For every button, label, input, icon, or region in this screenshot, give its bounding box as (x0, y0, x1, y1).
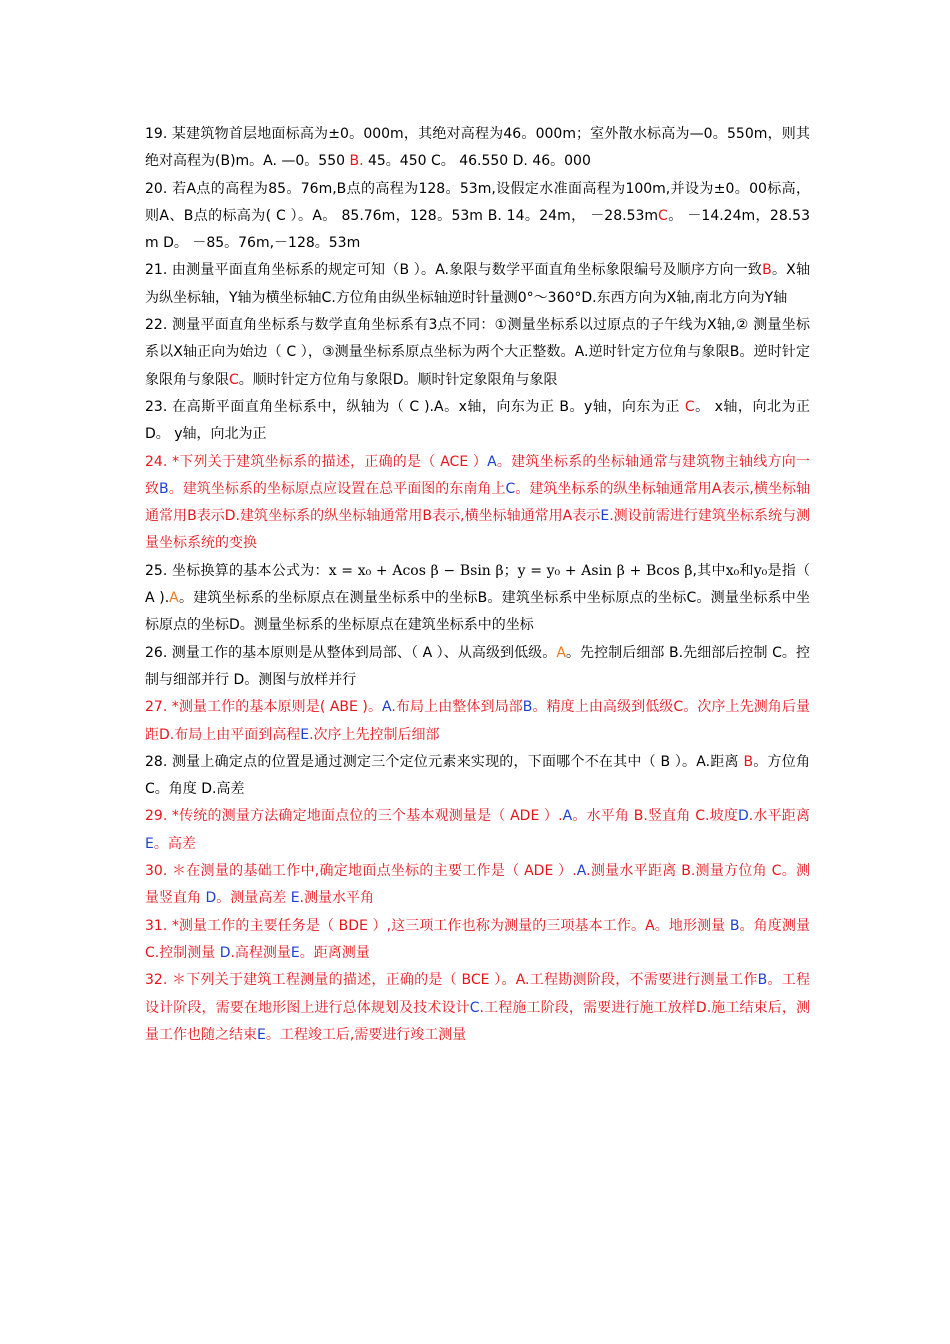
question-text-segment: .测量水平角 (299, 890, 374, 907)
question-text-segment: 。建筑坐标系的坐标轴通常与建筑物主轴线方向一致 (145, 453, 810, 497)
question-q22 (145, 312, 810, 394)
question-text-segment: B (743, 753, 754, 770)
question-text-segment: 21. 由测量平面直角坐标系的规定可知（B ）。A.象限与数学平面直角坐标象限编号及顺序方向一致 (145, 262, 763, 279)
question-text-segment: 。 －14.24m，28.53m D。 －85。76m,－128。53m (145, 207, 810, 252)
question-text-segment: A (487, 453, 497, 470)
question-q24 (145, 449, 810, 558)
question-text-segment: E (145, 835, 154, 852)
question-text-segment: 。测量高差 (216, 890, 291, 907)
question-text-segment: .工程施工阶段，需要进行施工放样D.施工结束后，测量工作也随之结束 (145, 999, 810, 1043)
question-text-segment: 。工程设计阶段，需要在地形图上进行总体规划及技术设计 (145, 972, 811, 1016)
question-text-segment: 。距离测量 (299, 944, 370, 961)
question-text-segment: 。方位角 C。角度 D.高差 (145, 753, 811, 798)
question-text-segment: E (600, 508, 610, 525)
question-text-segment: A (562, 808, 573, 825)
question-text-segment: C (505, 480, 516, 497)
question-text-segment: .测量水平距离 B.测量方位角 C。测量竖直角 (145, 863, 811, 907)
question-text-segment: B (159, 480, 169, 497)
question-q26 (145, 640, 810, 695)
question-text-segment: 。高差 (153, 835, 196, 852)
question-text-segment: 。建筑坐标系的坐标原点在测量坐标系中的坐标B。建筑坐标系中坐标原点的坐标C。测量坐标系中坐标原点的坐标D。测量坐标系的坐标原点在建筑坐标系中的坐标 (145, 590, 810, 634)
question-text-segment: 32. ＊下列关于建筑工程测量的描述，正确的是（ BCE ）。A.工程勘测阶段，不需要进行测量工作 (145, 972, 758, 989)
question-text-segment: 31. *测量工作的主要任务是（ BDE ）,这三项工作也称为测量的三项基本工作。A。地形测量 (145, 917, 730, 934)
question-q28 (145, 749, 810, 804)
question-text-segment: 28. 测量上确定点的位置是通过测定三个定位元素来实现的，下面哪个不在其中（ B ）。A.距离 (145, 753, 744, 770)
question-text-segment: E (290, 890, 300, 907)
question-text-segment: 是指（ A ). (145, 562, 811, 607)
question-text-segment: 。先控制后细部 B.先细部后控制 C。控制与细部并行 D。测图与放样并行 (145, 644, 810, 688)
question-q31 (145, 913, 810, 968)
question-text-segment: E (290, 944, 300, 961)
question-text-segment: D (738, 808, 749, 825)
question-text-segment: D (219, 944, 231, 961)
question-q32 (145, 967, 810, 1049)
question-text-segment: C (658, 207, 668, 224)
question-text-segment: 。精度上由高级到低级C。次序上先测角后量距D.布局上由平面到高程 (145, 699, 810, 743)
question-q25 (145, 558, 810, 640)
question-text-segment: .高程测量 (230, 944, 291, 961)
question-text-segment: A (169, 590, 179, 607)
question-text-segment: B (522, 699, 533, 716)
question-text-segment: 19. 某建筑物首层地面标高为±0。000m，其绝对高程为46。000m；室外散水标高为—0。550m，则其绝对高程为(B)m。A. —0。550 (145, 126, 810, 170)
question-text-segment: E (300, 726, 310, 743)
question-q29 (145, 803, 810, 858)
question-text-segment: 。顺时针定方位角与象限D。顺时针定象限角与象限 (238, 371, 558, 388)
question-q23 (145, 394, 810, 449)
question-text-segment: B (757, 972, 768, 989)
question-text-segment: ,其中 (692, 562, 726, 579)
question-text-segment: 22. 测量平面直角坐标系与数学直角坐标系有3点不同：①测量坐标系以过原点的子午线为X轴,② 测量坐标系以X轴正向为始边（ C ），③测量坐标系原点坐标为两个大正整数。A.逆时针定方位角与象限B。逆时针定象限角与象限 (145, 317, 810, 388)
question-text-segment: 。建筑坐标系的纵坐标轴通常用A表示,横坐标轴通常用B表示D.建筑坐标系的纵坐标轴通常用B表示,横坐标轴通常用A表示 (145, 480, 811, 525)
question-text-segment: 。角度测量 C.控制测量 (145, 917, 811, 961)
question-text-segment: A (382, 699, 392, 716)
question-text-segment: 30. ＊在测量的基础工作中,确定地面点坐标的主要工作是（ ADE ）. (145, 863, 577, 880)
question-text-segment: B (762, 262, 772, 279)
question-text-segment: x = x₀ + Acos β − Bsin β；y = y₀ + Asin β + Bcos β (328, 562, 693, 579)
question-text-segment: B. (349, 153, 364, 170)
question-text-segment: y₀ (753, 562, 768, 579)
question-text-segment: x₀ (725, 562, 740, 579)
question-text-segment: .次序上先控制后细部 (309, 726, 440, 743)
question-q21 (145, 257, 810, 312)
question-text-segment: .测设前需进行建筑坐标系统与测量坐标系统的变换 (145, 508, 811, 552)
question-text-segment: 。 x轴，向北为正 D。 y轴，向北为正 (145, 398, 810, 443)
question-text-segment: 和 (739, 562, 754, 579)
question-text-segment: A (576, 863, 587, 880)
question-text-segment: 27. *测量工作的基本原则是( ABE )。 (145, 699, 383, 716)
question-q30 (145, 858, 810, 913)
question-text-segment: B (729, 917, 740, 934)
question-text-segment: .布局上由整体到局部 (391, 699, 523, 716)
question-text-segment: 29. *传统的测量方法确定地面点位的三个基本观测量是（ ADE ）. (145, 808, 563, 825)
question-text-segment: 23. 在高斯平面直角坐标系中，纵轴为（ C ).A。x轴，向东为正 B。y轴，向东为正 (145, 398, 685, 415)
question-text-segment: 25. 坐标换算的基本公式为： (145, 562, 329, 579)
question-text-segment: C (469, 999, 480, 1016)
question-text-segment: 。建筑坐标系的坐标原点应设置在总平面图的东南角上 (168, 480, 506, 497)
question-text-segment: 。X轴为纵坐标轴，Y轴为横坐标轴C.方位角由纵坐标轴逆时针量测0°～360°D.东西方向为X轴,南北方向为Y轴 (145, 262, 810, 306)
question-text-segment: C (684, 398, 695, 415)
question-text-segment: A (556, 644, 566, 661)
question-q27 (145, 694, 810, 749)
question-q19 (145, 121, 810, 176)
question-text-segment: 24. *下列关于建筑坐标系的描述，正确的是（ ACE ） (145, 453, 488, 470)
question-text-segment: 45。450 C。 46.550 D. 46。000 (363, 153, 591, 170)
question-text-segment: 。水平角 B.竖直角 C.坡度 (572, 808, 738, 825)
question-text-segment: 。工程竣工后,需要进行竣工测量 (265, 1026, 467, 1043)
question-text-segment: C (229, 371, 239, 388)
question-text-segment: D (205, 890, 217, 907)
question-text-segment: E (257, 1026, 266, 1043)
question-text-segment: .水平距离 (748, 808, 810, 825)
question-text-segment: 20. 若A点的高程为85。76m,B点的高程为128。53m,设假定水准面高程为100m,并设为±0。00标高，则A、B点的标高为( C ）。A。 85.76m，128。53m B. 14。24m， －28.53m (145, 180, 810, 224)
question-q20 (145, 176, 810, 258)
question-text-segment: 26. 测量工作的基本原则是从整体到局部、（ A ）、从高级到低级。 (145, 644, 557, 661)
question-list (145, 121, 810, 1049)
